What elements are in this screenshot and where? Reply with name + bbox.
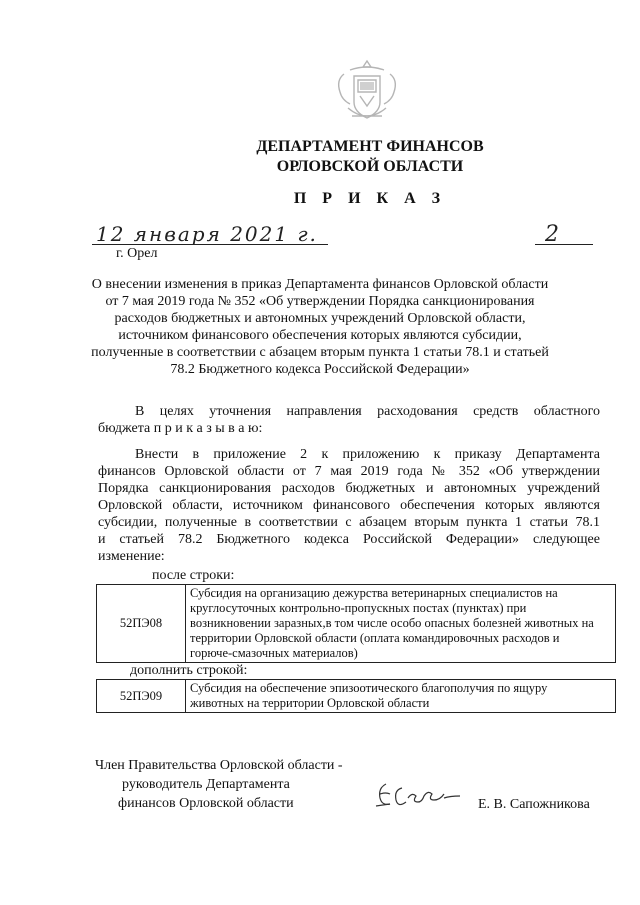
subsidy-code: 52ПЭ09 [97, 680, 186, 713]
paragraph-line: субсидии, полученные в соответствии с абзацем вторым пункта 1 статьи 78.1 [98, 515, 600, 530]
subsidy-description [186, 585, 616, 663]
purpose-suffix: : [258, 421, 263, 436]
purpose-prefix: бюджета [98, 421, 154, 436]
description-line: возникновении заразных,в том числе особо опасных болезней животных на [190, 616, 594, 630]
signer-name: Е. В. Сапожникова [478, 797, 590, 812]
subject-line: полученные в соответствии с абзацем вторым пункта 1 статьи 78.1 и статьей [91, 345, 549, 360]
subsidy-description [186, 680, 616, 713]
signer-title-line2: руководитель Департамента [122, 777, 290, 792]
table-row [97, 680, 616, 713]
handwritten-order-number: 2 [545, 222, 559, 247]
purpose-line-2 [98, 420, 262, 437]
description-line: животных на территории Орловской области [190, 696, 430, 710]
add-row-label: дополнить строкой: [130, 663, 248, 678]
description-line: Субсидия на обеспечение эпизоотического благополучия по ящуру [190, 681, 548, 695]
coat-of-arms-icon [330, 58, 404, 128]
table-row [97, 585, 616, 663]
new-row-table [96, 679, 616, 713]
order-verb: п р и к а з ы в а ю [153, 421, 259, 436]
paragraph-line: изменение: [98, 549, 165, 564]
description-line: круглосуточных контрольно-пропускных постах (пунктах) при [190, 601, 527, 615]
description-line: горюче-смазочных материалов) [190, 646, 358, 660]
subject-line: О внесении изменения в приказ Департамента финансов Орловской области [91, 277, 549, 292]
department-name-line2: ОРЛОВСКОЙ ОБЛАСТИ [276, 158, 464, 175]
order-subject [90, 276, 550, 378]
subject-line: расходов бюджетных и автономных учреждений Орловской области, [114, 311, 526, 326]
signer-title-line3: финансов Орловской области [118, 796, 294, 811]
subject-line: 78.2 Бюджетного кодекса Российской Федерации» [170, 362, 470, 377]
description-line: Субсидия на организацию дежурства ветеринарных специалистов на [190, 586, 558, 600]
paragraph-line: Порядка санкционирования расходов бюджетных и автономных учреждений [98, 481, 600, 496]
number-underline [535, 244, 593, 245]
description-line: территории Орловской области (оплата командировочных расходов и [190, 631, 560, 645]
paragraph-line: и статьей 78.2 Бюджетного кодекса Российской Федерации» следующее [98, 532, 600, 547]
department-name-line1: ДЕПАРТАМЕНТ ФИНАНСОВ [256, 138, 484, 155]
paragraph-line: Орловской области, источником финансового обеспечения которых являются [98, 498, 600, 513]
city-label: г. Орел [116, 246, 158, 261]
document-type-title: П Р И К А З [293, 190, 447, 207]
paragraph-line: Внести в приложение 2 к приложению к приказу Департамента [135, 447, 600, 462]
after-row-label: после строки: [152, 568, 235, 583]
existing-row-table [96, 584, 616, 663]
paragraph-line: финансов Орловской области от 7 мая 2019 года № 352 «Об утверждении [98, 464, 600, 479]
handwritten-date: 12 января 2021 г. [96, 222, 318, 246]
handwritten-signature-icon [372, 776, 472, 812]
subsidy-code: 52ПЭ08 [97, 585, 186, 663]
subject-line: источником финансового обеспечения которых являются субсидии, [118, 328, 522, 343]
order-paragraph [98, 446, 600, 565]
signer-title-line1: Член Правительства Орловской области - [95, 758, 343, 773]
purpose-line-1: В целях уточнения направления расходования средств областного [135, 404, 600, 419]
subject-line: от 7 мая 2019 года № 352 «Об утверждении Порядка санкционирования [105, 294, 535, 309]
